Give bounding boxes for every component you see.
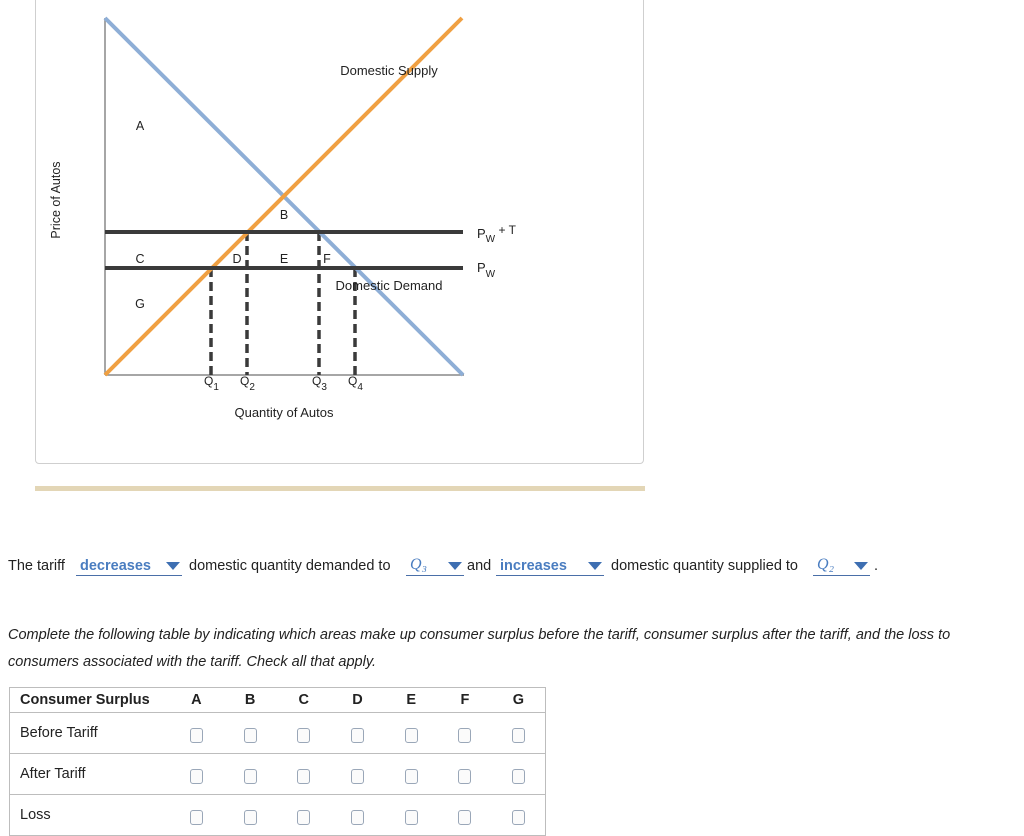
checkbox-loss-e[interactable]: [405, 810, 418, 825]
quantity-demanded-value: Q₃: [410, 556, 428, 573]
checkbox-after-b[interactable]: [244, 769, 257, 784]
table-row-after-tariff: [10, 754, 546, 795]
section-divider: [35, 486, 645, 491]
chevron-down-icon: [448, 562, 462, 570]
column-header-g: G: [492, 688, 546, 713]
table-row-loss: [10, 795, 546, 836]
column-header-e: E: [384, 688, 438, 713]
y-axis-label: Price of Autos: [49, 161, 63, 239]
effect-on-demand-dropdown[interactable]: [76, 555, 182, 576]
sentence-text-1: The tariff: [8, 558, 65, 574]
area-label-b: B: [279, 208, 289, 222]
checkbox-before-f[interactable]: [458, 728, 471, 743]
row-label-after-tariff: After Tariff: [10, 754, 170, 795]
price-world-label: $P_W$: [477, 260, 496, 280]
column-header-f: F: [438, 688, 492, 713]
price-tariff-label: $P_W + T$: [477, 223, 516, 245]
area-label-g: G: [135, 297, 145, 311]
checkbox-before-g[interactable]: [512, 728, 525, 743]
area-label-a: A: [135, 119, 145, 133]
checkbox-loss-c[interactable]: [297, 810, 310, 825]
row-label-before-tariff: Before Tariff: [10, 713, 170, 754]
checkbox-loss-f[interactable]: [458, 810, 471, 825]
effect-on-demand-value: decreases: [80, 558, 151, 574]
quantity-label-q2: $Q_2$: [240, 374, 255, 393]
chevron-down-icon: [166, 562, 180, 570]
table-header-row: [10, 688, 546, 713]
checkbox-before-e[interactable]: [405, 728, 418, 743]
chevron-down-icon: [854, 562, 868, 570]
table-header-label: Consumer Surplus: [10, 688, 170, 713]
checkbox-after-f[interactable]: [458, 769, 471, 784]
area-label-d: D: [232, 252, 242, 266]
checkbox-after-d[interactable]: [351, 769, 364, 784]
area-label-f: F: [323, 252, 331, 266]
quantity-supplied-value: Q₂: [817, 556, 835, 573]
supply-curve-label: Domestic Supply: [340, 63, 438, 78]
demand-curve-label: Domestic Demand: [335, 278, 443, 293]
column-header-b: B: [223, 688, 277, 713]
tariff-question-sentence: [8, 555, 1018, 579]
table-instructions: Complete the following table by indicating which areas make up consumer surplus before the tariff, consumer surplus after the tariff, and the loss to consumers associated with the tariff. Check all that apply.: [8, 627, 951, 670]
sentence-end: .: [874, 558, 879, 574]
checkbox-before-b[interactable]: [244, 728, 257, 743]
quantity-label-q1: $Q_1$: [204, 374, 219, 393]
table-row-before-tariff: [10, 713, 546, 754]
sentence-text-3: and: [467, 558, 492, 574]
sentence-text-4: domestic quantity supplied to: [611, 558, 798, 574]
x-axis-label: Quantity of Autos: [234, 405, 334, 420]
checkbox-after-g[interactable]: [512, 769, 525, 784]
chevron-down-icon: [588, 562, 602, 570]
column-header-a: A: [170, 688, 224, 713]
checkbox-after-c[interactable]: [297, 769, 310, 784]
checkbox-after-e[interactable]: [405, 769, 418, 784]
checkbox-loss-a[interactable]: [190, 810, 203, 825]
consumer-surplus-table: [9, 687, 546, 836]
row-label-loss: Loss: [10, 795, 170, 836]
quantity-label-q3: $Q_3$: [312, 374, 327, 393]
checkbox-before-d[interactable]: [351, 728, 364, 743]
effect-on-supply-value: increases: [500, 558, 567, 574]
sentence-text-2: domestic quantity demanded to: [189, 558, 391, 574]
checkbox-before-c[interactable]: [297, 728, 310, 743]
column-header-c: C: [277, 688, 331, 713]
quantity-supplied-dropdown[interactable]: [813, 555, 870, 576]
checkbox-loss-d[interactable]: [351, 810, 364, 825]
checkbox-before-a[interactable]: [190, 728, 203, 743]
area-label-e: E: [279, 252, 289, 266]
tariff-graph: [0, 0, 660, 470]
quantity-demanded-dropdown[interactable]: [406, 555, 464, 576]
checkbox-loss-g[interactable]: [512, 810, 525, 825]
quantity-label-q4: $Q_4$: [348, 374, 363, 393]
area-label-c: C: [135, 252, 145, 266]
column-header-d: D: [331, 688, 385, 713]
checkbox-after-a[interactable]: [190, 769, 203, 784]
checkbox-loss-b[interactable]: [244, 810, 257, 825]
effect-on-supply-dropdown[interactable]: [496, 555, 604, 576]
